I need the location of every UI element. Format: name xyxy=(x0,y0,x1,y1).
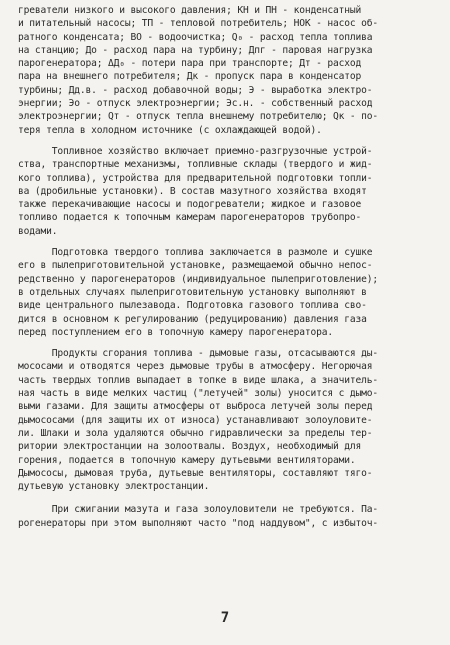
text-line: рогенераторы при этом выполняют часто "под наддувом", с избыточ- xyxy=(18,517,379,529)
text-line: Подготовка твердого топлива заключается в размоле и сушке xyxy=(18,247,373,259)
text-line: теря тепла в холодном источнике (с охлаждающей водой). xyxy=(18,124,322,136)
text-line: кого топлива), устройства для предварительной подготовки топли- xyxy=(18,172,373,184)
text-line: ная часть в виде мелких частиц ("летучей" золы) уносится с дымо- xyxy=(18,388,379,400)
text-line: мососами и отводятся через дымовые трубы в атмосферу. Негорючая xyxy=(18,361,373,373)
text-line: дутьевую установку электростанции. xyxy=(18,481,210,493)
text-line: также перекачивающие насосы и подогреватели; жидкое и газовое xyxy=(18,199,362,211)
fuel-system-paragraph xyxy=(18,145,434,238)
text-line: водами. xyxy=(18,225,58,237)
legend-paragraph xyxy=(18,4,434,137)
text-line: на станцию; До - расход пара на турбину; Дпг - паровая нагрузка xyxy=(18,44,373,56)
combustion-products-paragraph xyxy=(18,347,434,493)
text-line: греватели низкого и высокого давления; КН и ПН - конденсатный xyxy=(18,5,362,16)
text-line: При сжигании мазута и газа золоуловители не требуются. Па- xyxy=(18,504,379,516)
text-line: и питательный насосы; ТП - тепловой потребитель; НОК - насос об- xyxy=(18,18,379,30)
text-line: Топливное хозяйство включает приемно-разгрузочные устрой- xyxy=(18,145,373,157)
text-line: виде центрального пылезавода. Подготовка газового топлива сво- xyxy=(18,300,367,312)
text-line: дится в основном к регулированию (редуцированию) давления газа xyxy=(18,313,367,325)
text-line: редственно у парогенераторов (индивидуальное пылеприготовление); xyxy=(18,273,379,285)
text-line: его в пылеприготовительной установке, размещаемой обычно непос- xyxy=(18,260,373,272)
text-line: парогенератора; ΔД₀ - потери пара при транспорте; Дт - расход xyxy=(18,58,362,70)
text-line: Продукты сгорания топлива - дымовые газы, отсасываются ды- xyxy=(18,348,379,360)
text-line: часть твердых топлив выпадает в топке в виде шлака, а значитель- xyxy=(18,374,379,386)
text-line: Дымососы, дымовая труба, дутьевые вентиляторы, составляют тяго- xyxy=(18,467,373,479)
text-line: турбины; Дд.в. - расход добавочной воды; Э - выработка электро- xyxy=(18,84,373,96)
text-line: ратного конденсата; ВО - водоочистка; Q₀ - расход тепла топлива xyxy=(18,31,373,43)
text-line: топливо подается к топочным камерам парогенераторов трубопро- xyxy=(18,212,362,224)
text-line: перед поступлением его в топочную камеру парогенератора. xyxy=(18,326,334,338)
text-line: дымососами (для защиты их от износа) устанавливают золоуловите- xyxy=(18,414,373,426)
text-line: энергии; Эо - отпуск электроэнергии; Эс.н. - собственный расход xyxy=(18,98,373,110)
text-line: ли. Шлаки и зола удаляются обычно гидравлически за пределы тер- xyxy=(18,427,373,439)
text-line: в отдельных случаях пылеприготовительную установку выполняют в xyxy=(18,286,367,298)
text-line: выми газами. Для защиты атмосферы от выброса летучей золы перед xyxy=(18,401,373,413)
text-line: ритории электростанции на золоотвалы. Воздух, необходимый для xyxy=(18,441,362,453)
text-line: ва (дробильные установки). В состав мазутного хозяйства входят xyxy=(18,185,367,197)
text-line: пара на внешнего потребителя; Дк - пропуск пара в конденсатор xyxy=(18,71,362,83)
text-line: ства, транспортные механизмы, топливные склады (твердого и жид- xyxy=(18,159,373,171)
fuel-preparation-paragraph xyxy=(18,246,434,339)
text-line: электроэнергии; Qт - отпуск тепла внешнему потребителю; Qк - по- xyxy=(18,111,379,123)
page-number: 7 xyxy=(220,610,230,626)
fuel-oil-gas-paragraph xyxy=(18,503,434,530)
text-line: горения, подается в топочную камеру дутьевыми вентиляторами. xyxy=(18,454,356,466)
